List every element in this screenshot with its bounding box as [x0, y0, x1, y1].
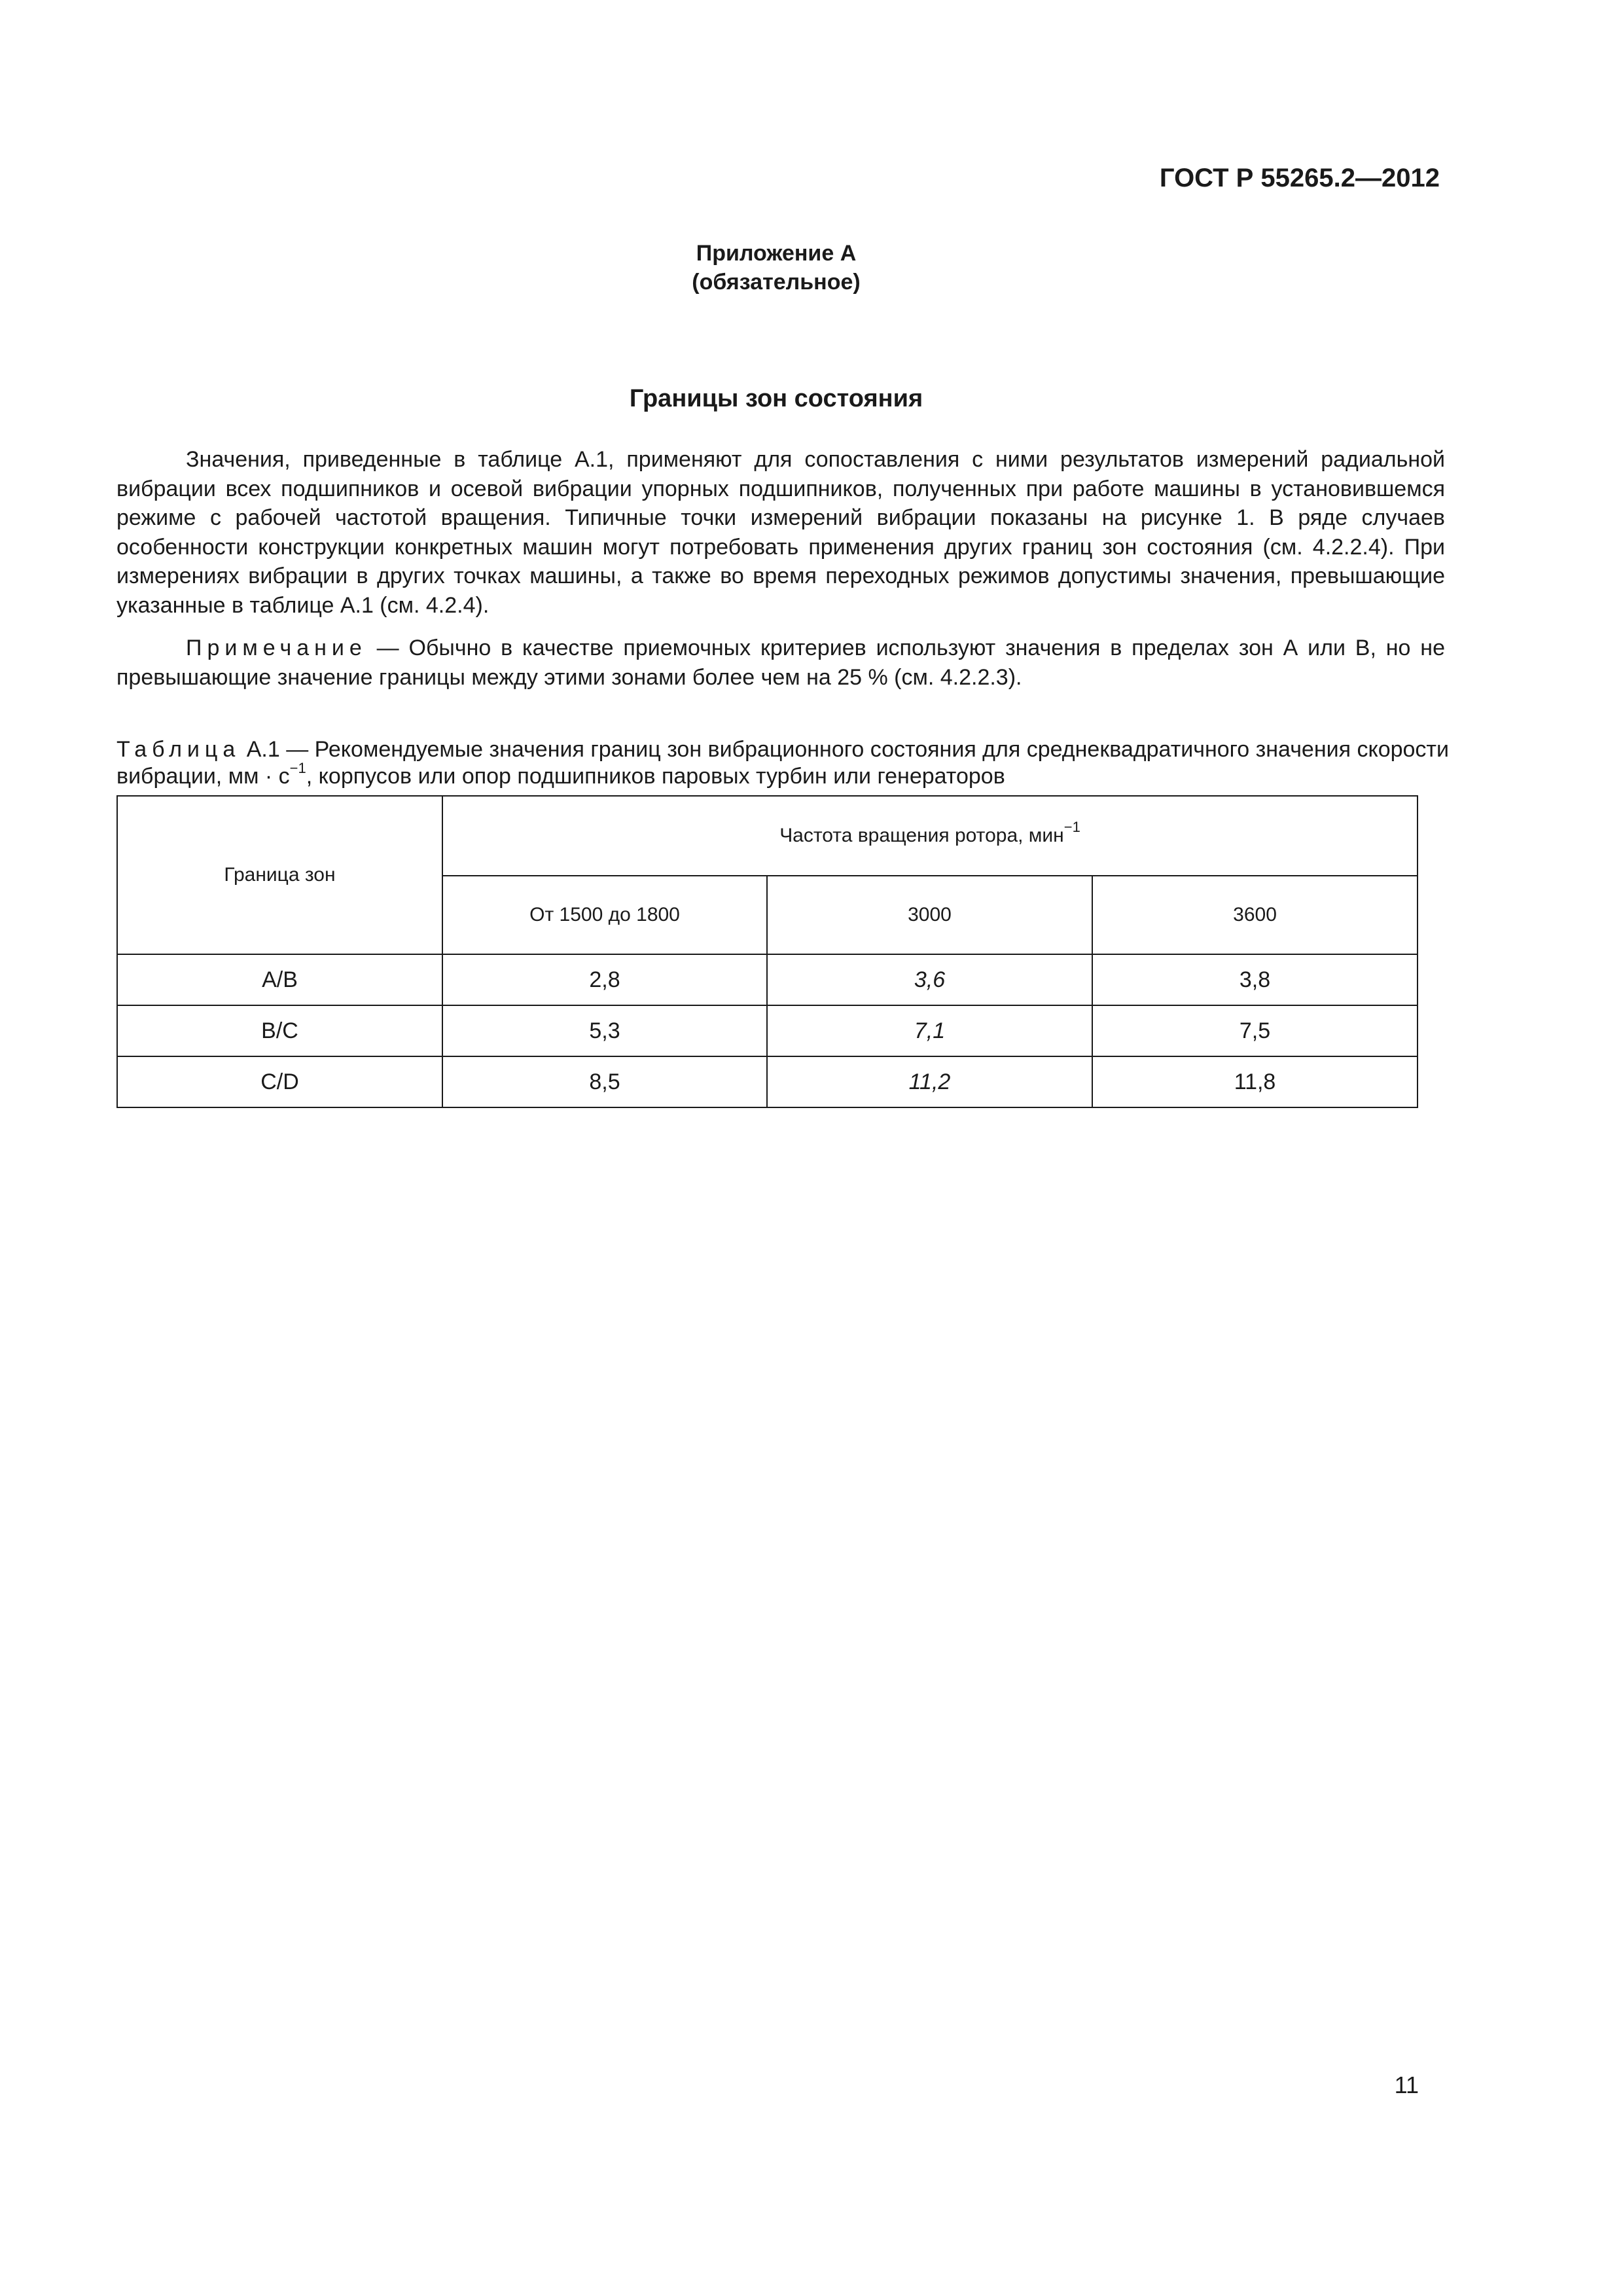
header-frequency-sup: −1 [1063, 819, 1080, 835]
header-col-1500-1800: От 1500 до 1800 [442, 876, 767, 954]
value-cell: 7,5 [1092, 1005, 1418, 1056]
appendix-heading [0, 239, 1552, 296]
note-label: Примечание [186, 636, 367, 660]
value-cell: 11,2 [767, 1056, 1092, 1107]
header-frequency-cell [442, 796, 1418, 876]
header-col-3000: 3000 [767, 876, 1092, 954]
note-text: — Обычно в качестве приемочных критериев используют значения в пределах зон А или В, но не превышающие значение границы между этими зонами более чем на 25 % (см. 4.2.2.3). [116, 636, 1445, 690]
section-title: Границы зон состояния [629, 385, 923, 412]
table-row [117, 954, 1418, 1005]
header-col-3600: 3600 [1092, 876, 1418, 954]
zone-cell: В/С [117, 1005, 442, 1056]
zone-limits-table [116, 795, 1418, 1108]
document-number: ГОСТ Р 55265.2—2012 [1159, 164, 1440, 192]
table-caption-sup: −1 [289, 759, 306, 776]
table-caption-text-1: А.1 — Рекомендуемые значения границ зон вибрационного состояния для среднеквадратичного значения скорости вибрации, мм · с [116, 737, 1449, 789]
paragraph-note [116, 634, 1445, 692]
table-caption-text-2: , корпусов или опор подшипников паровых турбин или генераторов [306, 764, 1005, 789]
appendix-title: Приложение А [696, 241, 857, 266]
page-number: 11 [1394, 2072, 1419, 2098]
table-header-row [117, 796, 1418, 876]
value-cell: 8,5 [442, 1056, 767, 1107]
value-cell: 3,6 [767, 954, 1092, 1005]
appendix-status: (обязательное) [692, 270, 861, 295]
paragraph-main: Значения, приведенные в таблице А.1, применяют для сопоставления с ними результатов измерений радиальной вибрации всех подшипников и осевой вибрации упорных подшипников, полученных при работе машины в установившемся режиме с рабочей частотой вращения. Типичные точки измерений вибрации показаны на рисунке 1. В ряде случаев особенности конструкции конкретных машин могут потребовать применения других границ зон состояния (см. 4.2.2.4). При измерениях вибрации в других точках машины, а также во время переходных режимов допустимы значения, превышающие указанные в таблице А.1 (см. 4.2.4). [116, 447, 1445, 618]
value-cell: 5,3 [442, 1005, 767, 1056]
header-zone-cell: Граница зон [117, 796, 442, 954]
value-cell: 3,8 [1092, 954, 1418, 1005]
value-cell: 2,8 [442, 954, 767, 1005]
zone-cell: А/В [117, 954, 442, 1005]
table-row [117, 1005, 1418, 1056]
table-caption-label: Таблица [116, 737, 241, 762]
zone-cell: С/D [117, 1056, 442, 1107]
header-frequency-label: Частота вращения ротора, мин [779, 825, 1064, 846]
value-cell: 7,1 [767, 1005, 1092, 1056]
value-cell: 11,8 [1092, 1056, 1418, 1107]
table-row [117, 1056, 1418, 1107]
table-caption [116, 736, 1452, 790]
